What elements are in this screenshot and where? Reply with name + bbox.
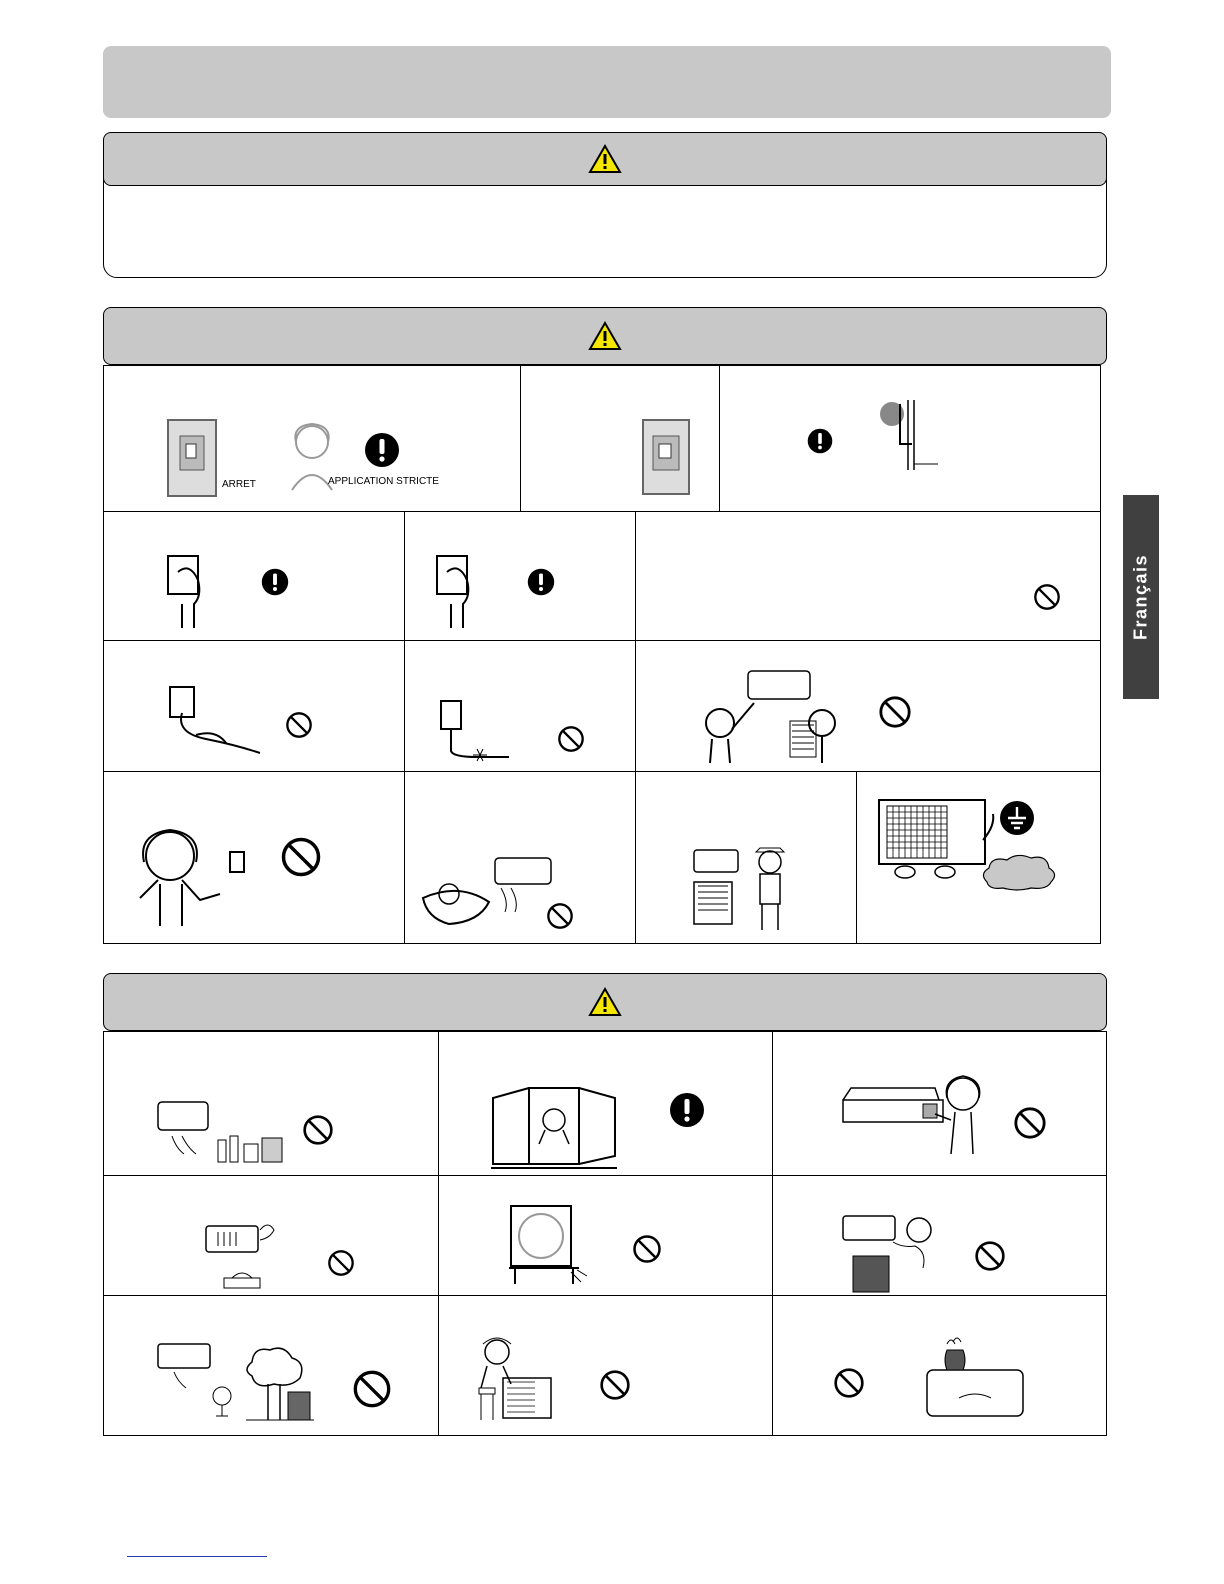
exclamation-circle-icon bbox=[527, 568, 555, 596]
coiled-cord-illustration bbox=[166, 683, 266, 755]
warning-cell-kids-stick bbox=[635, 640, 1101, 772]
thought-cloud-icon bbox=[977, 852, 1059, 892]
caution-cell-climb bbox=[438, 1295, 773, 1436]
girl-opening-unit-illustration bbox=[839, 1074, 995, 1158]
warning-cell-cord bbox=[103, 640, 405, 772]
prohibited-icon bbox=[327, 1249, 355, 1277]
application-stricte-label: APPLICATION STRICTE bbox=[328, 476, 439, 487]
damaged-cord-illustration bbox=[437, 697, 511, 763]
footer-line bbox=[127, 1556, 267, 1557]
prohibited-icon bbox=[974, 1240, 1006, 1272]
warning-cell-pipe bbox=[719, 365, 1101, 512]
prohibited-icon bbox=[878, 695, 912, 729]
unit-plant-tree-illustration bbox=[156, 1340, 314, 1422]
warning-cell-baby bbox=[404, 771, 636, 944]
prohibited-icon bbox=[632, 1234, 662, 1264]
caution-cell-heater bbox=[103, 1175, 439, 1296]
prohibited-icon bbox=[1033, 583, 1061, 611]
ground-symbol-icon bbox=[999, 800, 1035, 836]
prohibited-icon bbox=[1013, 1106, 1047, 1140]
warning-cell-plug-1 bbox=[103, 511, 405, 641]
prohibited-icon bbox=[280, 836, 322, 878]
open-window-illustration bbox=[489, 1084, 619, 1170]
prohibited-icon bbox=[546, 902, 574, 930]
breaker-switch-icon bbox=[166, 418, 218, 498]
arret-label: ARRET bbox=[222, 479, 256, 490]
unit-and-stove-illustration bbox=[204, 1216, 280, 1292]
warning-cell-text bbox=[635, 511, 1101, 641]
warning-cell-wet-hands bbox=[103, 771, 405, 944]
exclamation-circle-icon bbox=[807, 428, 833, 454]
prohibited-icon bbox=[599, 1369, 631, 1401]
section-header-warning bbox=[103, 307, 1107, 365]
warning-cell-power-off bbox=[103, 365, 521, 512]
warning-cell-damaged-cord bbox=[404, 640, 636, 772]
language-tab-label: Français bbox=[1130, 553, 1151, 641]
warning-cell-repair bbox=[635, 771, 857, 944]
technician-illustration bbox=[690, 844, 802, 932]
exclamation-circle-icon bbox=[669, 1092, 705, 1128]
caution-cell-open-unit bbox=[772, 1031, 1107, 1176]
unit-and-bottles-illustration bbox=[156, 1092, 288, 1166]
kids-poking-unit-illustration bbox=[698, 669, 862, 765]
prohibited-icon bbox=[557, 725, 585, 753]
wall-pipe-illustration bbox=[878, 400, 942, 470]
language-tab bbox=[1123, 495, 1159, 699]
exclamation-circle-icon bbox=[261, 568, 289, 596]
warning-icon bbox=[588, 144, 622, 174]
plug-hand-illustration bbox=[164, 552, 214, 630]
breaker-switch-icon bbox=[641, 418, 691, 496]
plug-hand-illustration bbox=[433, 552, 483, 630]
section-header-caution bbox=[103, 973, 1107, 1031]
warning-cell-ground bbox=[856, 771, 1101, 944]
baby-in-cradle-illustration bbox=[419, 852, 559, 926]
caution-cell-vase bbox=[772, 1295, 1107, 1436]
child-on-unit-illustration bbox=[473, 1332, 555, 1422]
warning-cell-plug-2 bbox=[404, 511, 636, 641]
caution-cell-stand bbox=[438, 1175, 773, 1296]
warning-icon bbox=[588, 321, 622, 351]
section-header-notice bbox=[103, 132, 1107, 186]
damaged-stand-illustration bbox=[507, 1202, 593, 1286]
caution-cell-plants bbox=[772, 1175, 1107, 1296]
caution-cell-food bbox=[103, 1031, 439, 1176]
caution-cell-animals-plants bbox=[103, 1295, 439, 1436]
prohibited-icon bbox=[833, 1367, 865, 1399]
unit-and-person-illustration bbox=[839, 1212, 939, 1294]
unit-with-vase-illustration bbox=[925, 1334, 1025, 1420]
exclamation-circle-icon bbox=[364, 432, 400, 468]
prohibited-icon bbox=[302, 1114, 334, 1146]
warning-icon bbox=[588, 987, 622, 1017]
prohibited-icon bbox=[285, 711, 313, 739]
warning-cell-breaker bbox=[520, 365, 720, 512]
page-title-bar bbox=[103, 46, 1111, 118]
girl-touching-plug-illustration bbox=[136, 824, 248, 928]
caution-cell-ventilate bbox=[438, 1031, 773, 1176]
prohibited-icon bbox=[352, 1369, 392, 1409]
